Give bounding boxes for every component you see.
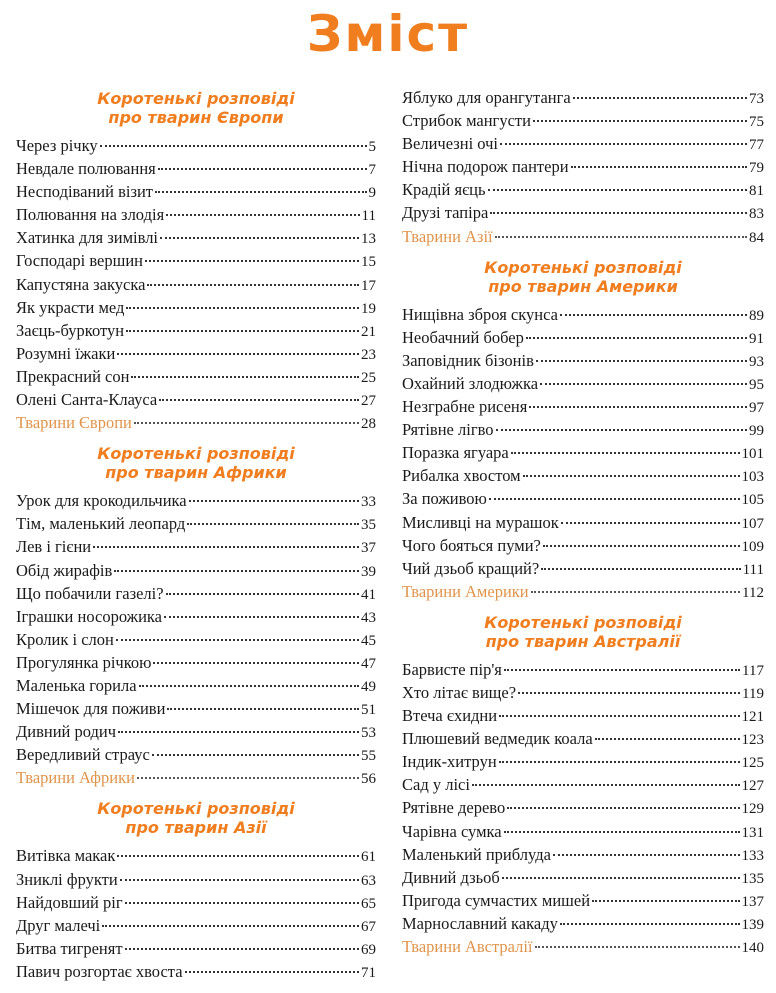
dot-leader <box>571 166 747 168</box>
toc-entry-title: Індик-хитрун <box>402 752 497 772</box>
toc-entry-title: Обід жирафів <box>16 560 113 580</box>
dot-leader <box>139 685 359 687</box>
toc-entry-page: 61 <box>361 849 376 866</box>
toc-entry-title: Лев і гієни <box>16 537 92 557</box>
dot-leader <box>125 948 359 950</box>
dot-leader <box>472 784 740 786</box>
toc-entry[interactable] <box>402 178 764 201</box>
toc-entry-title: Мисливці на мурашок <box>402 512 559 532</box>
dot-leader <box>489 498 740 500</box>
dot-leader <box>511 452 740 454</box>
toc-entry[interactable] <box>16 203 376 226</box>
dot-leader <box>499 715 739 717</box>
dot-leader <box>137 777 359 779</box>
toc-entry-page: 7 <box>368 162 376 179</box>
toc-entry-title: Рибалка хвостом <box>402 466 521 486</box>
toc-entry-title: Чий дзьоб кращий? <box>402 558 540 578</box>
toc-entry-title: Тім, маленький леопард <box>16 514 186 534</box>
toc-entry-title: Урок для крокодильчика <box>16 491 187 511</box>
toc-entry[interactable] <box>402 820 764 843</box>
toc-entry-title: Іграшки носорожика <box>16 606 162 626</box>
toc-entry-title: Нищівна зброя скунса <box>402 304 558 324</box>
toc-entry[interactable] <box>16 226 376 249</box>
section-heading-line: про тварин Європи <box>108 108 284 127</box>
toc-entry-title: Олені Санта-Клауса <box>16 390 158 410</box>
section-heading-line: про тварин Азії <box>125 818 267 838</box>
toc-entry-page: 5 <box>368 139 376 155</box>
dot-leader <box>490 212 747 214</box>
toc-entry-page: 84 <box>749 229 764 246</box>
toc-section-asia-continued <box>402 86 764 248</box>
section-heading-line: про тварин Австралії <box>485 631 681 651</box>
toc-section-europe <box>16 89 376 434</box>
dot-leader <box>518 692 740 694</box>
dot-leader <box>531 591 740 593</box>
dot-leader <box>120 879 359 881</box>
toc-entry-page: 23 <box>361 346 376 363</box>
toc-entry[interactable] <box>16 674 376 697</box>
dot-leader <box>507 807 739 809</box>
dot-leader <box>533 120 747 122</box>
toc-entry-page: 37 <box>361 540 376 557</box>
toc-entry-title: Чого бояться пуми? <box>402 535 541 555</box>
dot-leader <box>526 337 747 339</box>
toc-entry-page: 91 <box>749 330 764 347</box>
toc-entry-page: 93 <box>749 353 764 370</box>
toc-entry-page: 19 <box>361 300 376 317</box>
toc-entry[interactable] <box>402 727 764 750</box>
toc-entry-title: Маленька горила <box>16 675 137 695</box>
dot-leader <box>573 97 747 99</box>
section-heading <box>402 258 764 296</box>
toc-entry-page: 119 <box>742 685 764 702</box>
toc-entry-title: Прекрасний сон <box>16 366 130 386</box>
dot-leader <box>145 260 359 262</box>
toc-entry-title: Заєць-буркотун <box>16 320 125 340</box>
dot-leader <box>499 761 740 763</box>
toc-entry-title: Що побачили газелі? <box>16 583 164 603</box>
section-heading <box>16 444 376 482</box>
dot-leader <box>155 191 366 193</box>
toc-entry-title: Тварини Європи <box>16 413 132 433</box>
toc-entry-page: 121 <box>741 709 764 726</box>
toc-entry[interactable] <box>402 912 764 935</box>
dot-leader <box>561 522 740 524</box>
toc-entry[interactable] <box>16 844 376 867</box>
toc-entry[interactable] <box>16 868 376 891</box>
toc-entry[interactable] <box>16 319 376 342</box>
dot-leader <box>541 568 740 570</box>
toc-entry-page: 133 <box>741 847 764 864</box>
dot-leader <box>166 214 359 216</box>
toc-entry-page: 111 <box>742 561 764 578</box>
toc-entry-title: Хто літає вище? <box>402 682 517 702</box>
toc-entry-title: Прогулянка річкою <box>16 652 152 672</box>
toc-entry-title: Невдале полювання <box>16 159 156 179</box>
dot-leader <box>523 475 740 477</box>
toc-entry[interactable] <box>402 704 764 727</box>
dot-leader <box>126 307 359 309</box>
toc-entry[interactable] <box>402 86 764 109</box>
dot-leader <box>529 406 747 408</box>
toc-entry-page: 101 <box>741 446 764 463</box>
toc-entry-page: 105 <box>741 492 764 509</box>
toc-entry-page: 53 <box>361 725 376 742</box>
dot-leader <box>114 570 359 572</box>
dot-leader <box>116 639 359 641</box>
dot-leader <box>495 236 747 238</box>
toc-entry-title: Як украсти мед <box>16 297 125 317</box>
dot-leader <box>560 314 747 316</box>
dot-leader <box>158 168 367 170</box>
toc-entry-page: 73 <box>749 91 764 107</box>
dot-leader <box>504 669 740 671</box>
section-heading <box>16 799 376 837</box>
toc-entry[interactable] <box>402 464 764 487</box>
toc-entry-page: 17 <box>361 277 376 294</box>
toc-entry[interactable] <box>402 843 764 866</box>
toc-entry-page: 89 <box>749 307 764 324</box>
dot-leader <box>536 360 747 362</box>
toc-entry-title: Сад у лісі <box>402 775 470 795</box>
toc-entry-page: 51 <box>361 702 376 719</box>
toc-entry-page: 117 <box>742 662 764 679</box>
toc-entry-title: Пригода сумчастих мишей <box>402 890 591 910</box>
toc-entry-title: Через річку <box>16 136 98 155</box>
toc-entry-title: Чарівна сумка <box>402 821 502 841</box>
page-title: Зміст <box>306 5 470 63</box>
toc-entry-page: 125 <box>741 755 764 772</box>
section-heading-line: Коротенькі розповіді <box>484 612 682 632</box>
toc-entry-title: Поразка ягуара <box>402 443 509 463</box>
toc-section-asia <box>16 799 376 983</box>
toc-entry-page: 35 <box>361 517 376 534</box>
toc-entry-page: 39 <box>361 563 376 580</box>
section-heading-line: Коротенькі розповіді <box>97 799 295 819</box>
toc-entry-title: Тварини Америки <box>402 581 529 601</box>
section-heading <box>402 613 764 651</box>
dot-leader <box>166 593 359 595</box>
toc-summary-row[interactable] <box>16 411 376 434</box>
toc-entry[interactable] <box>16 134 376 157</box>
toc-entry[interactable] <box>16 697 376 720</box>
toc-entry[interactable] <box>402 866 764 889</box>
dot-leader <box>560 923 740 925</box>
dot-leader <box>164 616 359 618</box>
dot-leader <box>147 284 359 286</box>
toc-entry-page: 9 <box>368 185 376 202</box>
toc-entry-title: Величезні очі <box>402 134 498 154</box>
toc-entry-page: 41 <box>361 586 376 603</box>
toc-entry[interactable] <box>402 511 764 534</box>
dot-leader <box>553 854 740 856</box>
toc-entry[interactable] <box>16 512 376 535</box>
dot-leader <box>117 353 359 355</box>
dot-leader <box>496 429 747 431</box>
toc-entry[interactable] <box>16 914 376 937</box>
toc-entry[interactable] <box>16 388 376 411</box>
dot-leader <box>160 237 359 239</box>
toc-entry-title: Стрибок мангусти <box>402 111 531 131</box>
toc-entry-title: Маленький приблуда <box>402 844 551 864</box>
toc-entry-page: 83 <box>749 206 764 223</box>
toc-entry-title: Битва тигренят <box>16 938 123 958</box>
toc-summary-row[interactable] <box>402 225 764 248</box>
toc-entry-page: 65 <box>361 895 376 912</box>
toc-entry-title: Розумні їжаки <box>16 343 116 363</box>
toc-entry-page: 95 <box>749 376 764 393</box>
toc-entry-title: Плюшевий ведмедик коала <box>402 729 593 749</box>
toc-entry-title: Капустяна закуска <box>16 274 146 294</box>
toc-entry[interactable] <box>402 372 764 395</box>
toc-entry-page: 63 <box>361 872 376 889</box>
toc-entry[interactable] <box>402 658 764 681</box>
toc-entry-page: 135 <box>741 870 764 887</box>
toc-entry[interactable] <box>402 155 764 178</box>
toc-entry-title: Зниклі фрукти <box>16 869 118 889</box>
toc-entry-title: Охайний злодюжка <box>402 373 539 393</box>
toc-entry-page: 47 <box>361 655 376 672</box>
toc-entry-title: Хатинка для зимівлі <box>16 228 159 248</box>
toc-entry-title: Полювання на злодія <box>16 205 165 225</box>
toc-entry-page: 99 <box>749 423 764 440</box>
toc-entry-page: 13 <box>361 231 376 248</box>
dot-leader <box>488 189 747 191</box>
toc-entry[interactable] <box>402 487 764 510</box>
toc-entry[interactable] <box>16 489 376 512</box>
toc-entry-page: 11 <box>361 208 376 225</box>
toc-entry-page: 21 <box>361 323 376 340</box>
toc-entry-title: Кролик і слон <box>16 629 114 649</box>
dot-leader <box>500 143 747 145</box>
dot-leader <box>131 376 359 378</box>
dot-leader <box>185 971 359 973</box>
toc-entry-title: Тварини Африки <box>16 768 135 788</box>
dot-leader <box>153 662 359 664</box>
toc-summary-row[interactable] <box>402 580 764 603</box>
section-heading-line: Коротенькі розповіді <box>484 257 682 277</box>
toc-entry[interactable] <box>402 395 764 418</box>
toc-entry-page: 123 <box>741 732 764 749</box>
toc-entry[interactable] <box>402 441 764 464</box>
toc-entry-title: Найдовший ріг <box>16 892 123 912</box>
toc-entry-page: 55 <box>361 748 376 765</box>
toc-entry-page: 129 <box>741 801 764 818</box>
toc-entry[interactable] <box>16 743 376 766</box>
toc-entry-page: 43 <box>361 609 376 626</box>
toc-section-america <box>402 258 764 603</box>
toc-entry-page: 79 <box>749 160 764 177</box>
toc-entry-page: 112 <box>742 584 764 601</box>
dot-leader <box>126 330 359 332</box>
toc-entry-title: Барвисте пір'я <box>402 659 502 679</box>
dot-leader <box>595 738 740 740</box>
toc-entry-page: 139 <box>741 916 764 933</box>
toc-entry-page: 15 <box>361 254 376 271</box>
toc-entry-page: 69 <box>361 941 376 958</box>
toc-entry-page: 49 <box>361 678 376 695</box>
toc-entry[interactable] <box>16 937 376 960</box>
toc-entry-page: 28 <box>361 416 376 433</box>
dot-leader <box>100 145 367 147</box>
toc-entry[interactable] <box>402 418 764 441</box>
toc-entry-title: Дивний родич <box>16 722 117 742</box>
toc-entry-page: 45 <box>361 632 376 649</box>
toc-entry-page: 107 <box>741 515 764 532</box>
dot-leader <box>102 925 359 927</box>
toc-entry-title: Витівка макак <box>16 846 116 866</box>
toc-entry[interactable] <box>402 349 764 372</box>
dot-leader <box>592 900 739 902</box>
toc-section-australia <box>402 613 764 958</box>
toc-entry[interactable] <box>16 891 376 914</box>
toc-entry[interactable] <box>402 796 764 819</box>
toc-entry-page: 67 <box>361 918 376 935</box>
toc-entry-page: 33 <box>361 494 376 511</box>
toc-entry-title: Крадій яєць <box>402 180 486 200</box>
dot-leader <box>540 383 747 385</box>
toc-entry-page: 71 <box>361 964 376 981</box>
dot-leader <box>504 831 740 833</box>
toc-entry[interactable] <box>16 157 376 180</box>
dot-leader <box>134 422 359 424</box>
toc-entry[interactable] <box>402 773 764 796</box>
toc-entry[interactable] <box>402 681 764 704</box>
toc-entry[interactable] <box>16 960 376 983</box>
dot-leader <box>502 877 740 879</box>
toc-entry[interactable] <box>402 557 764 580</box>
toc-entry-title: Заповідник бізонів <box>402 350 534 370</box>
toc-entry-title: Яблуко для орангутанга <box>402 88 571 107</box>
toc-entry-page: 27 <box>361 393 376 410</box>
toc-entry-title: Необачний бобер <box>402 327 524 347</box>
section-heading-line: про тварин Африки <box>105 463 287 483</box>
toc-entry-title: Нічна подорож пантери <box>402 157 569 177</box>
toc-entry[interactable] <box>16 365 376 388</box>
toc-entry-page: 140 <box>741 940 764 956</box>
toc-entry-page: 75 <box>749 114 764 131</box>
toc-entry[interactable] <box>16 651 376 674</box>
dot-leader <box>189 500 359 502</box>
section-heading <box>16 89 376 127</box>
section-heading-line: Коротенькі розповіді <box>97 444 295 464</box>
toc-entry-title: Господарі вершин <box>16 251 143 271</box>
toc-entry[interactable] <box>16 273 376 296</box>
dot-leader <box>187 523 359 525</box>
toc-entry[interactable] <box>402 889 764 912</box>
section-heading-line: про тварин Америки <box>488 276 678 296</box>
toc-column-right <box>402 86 764 968</box>
toc-entry-title: Павич розгортає хвоста <box>16 961 183 981</box>
toc-summary-row[interactable] <box>16 766 376 789</box>
dot-leader <box>159 399 359 401</box>
toc-entry[interactable] <box>16 296 376 319</box>
dot-leader <box>118 731 359 733</box>
toc-entry-page: 81 <box>749 183 764 200</box>
toc-entry-title: Друг малечі <box>16 915 101 935</box>
toc-entry[interactable] <box>16 605 376 628</box>
toc-entry-page: 103 <box>741 469 764 486</box>
toc-entry-title: Марнославний какаду <box>402 913 558 933</box>
toc-entry-page: 77 <box>749 137 764 154</box>
toc-entry[interactable] <box>16 582 376 605</box>
dot-leader <box>167 708 359 710</box>
toc-entry[interactable] <box>402 132 764 155</box>
toc-summary-row[interactable] <box>402 935 764 958</box>
toc-entry-title: Тварини Азії <box>402 226 493 246</box>
toc-entry-title: Незграбне рисеня <box>402 397 528 417</box>
toc-entry-title: Рятівне дерево <box>402 798 506 818</box>
toc-section-africa <box>16 444 376 789</box>
toc-entry-title: Вередливий страус <box>16 745 150 765</box>
toc-entry[interactable] <box>402 303 764 326</box>
dot-leader <box>543 545 740 547</box>
toc-entry-page: 56 <box>361 771 376 788</box>
dot-leader <box>125 902 359 904</box>
toc-entry[interactable] <box>402 201 764 224</box>
toc-entry-title: Мішечок для поживи <box>16 699 166 719</box>
dot-leader <box>152 754 359 756</box>
toc-entry-title: Друзі тапіра <box>402 203 489 223</box>
toc-entry[interactable] <box>16 342 376 365</box>
section-heading-line: Коротенькі розповіді <box>97 89 295 108</box>
toc-entry-title: За поживою <box>402 489 487 509</box>
toc-entry[interactable] <box>402 109 764 132</box>
toc-entry-title: Дивний дзьоб <box>402 867 500 887</box>
toc-entry-page: 97 <box>749 400 764 417</box>
toc-entry-page: 131 <box>741 824 764 841</box>
toc-entry-page: 109 <box>741 538 764 555</box>
toc-entry-page: 25 <box>361 369 376 386</box>
toc-entry-page: 137 <box>741 893 764 910</box>
toc-entry-title: Рятівне лігво <box>402 420 494 440</box>
toc-entry-title: Втеча єхидни <box>402 706 498 726</box>
dot-leader <box>535 946 740 948</box>
toc-entry[interactable] <box>16 628 376 651</box>
toc-entry[interactable] <box>16 249 376 272</box>
toc-entry-title: Тварини Австралії <box>402 937 533 956</box>
toc-column-left <box>16 86 376 993</box>
toc-entry[interactable] <box>402 326 764 349</box>
toc-entry[interactable] <box>16 720 376 743</box>
toc-entry-page: 127 <box>741 778 764 795</box>
toc-entry[interactable] <box>402 534 764 557</box>
toc-entry-title: Несподіваний візит <box>16 182 154 202</box>
dot-leader <box>93 546 359 548</box>
dot-leader <box>117 855 359 857</box>
toc-entry[interactable] <box>402 750 764 773</box>
toc-entry[interactable] <box>16 180 376 203</box>
toc-entry[interactable] <box>16 535 376 558</box>
toc-entry[interactable] <box>16 559 376 582</box>
